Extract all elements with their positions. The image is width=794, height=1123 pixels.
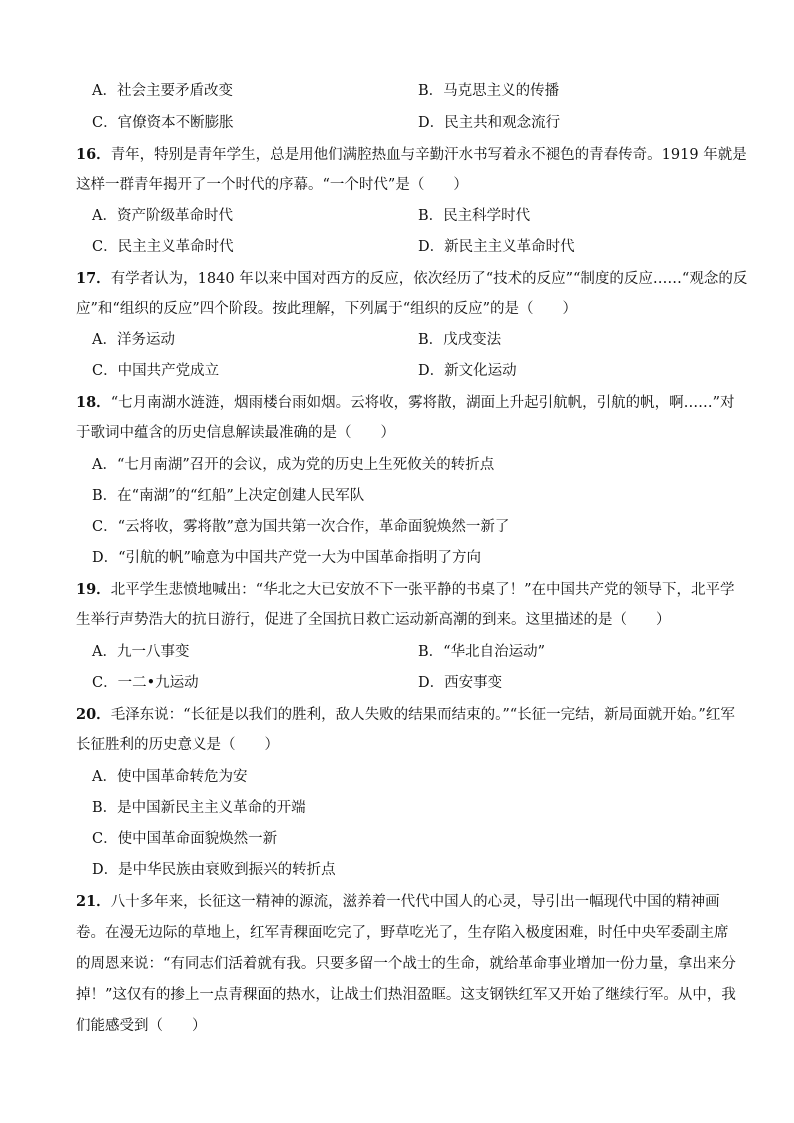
q16-option-d[interactable]: D．新民主主义革命时代 <box>418 239 575 255</box>
q21-stem-text-1: 八十多年来，长征这一精神的源流，滋养着一代代中国人的心灵，导引出一幅现代中国的精神画 <box>110 894 720 910</box>
q19-option-d[interactable]: D．西安事变 <box>418 675 503 691</box>
q16-stem-text-1: 青年，特别是青年学生，总是用他们满腔热血与辛勤汗水书写着永不褪色的青春传奇。1919 年就是 <box>110 147 747 163</box>
q20-option-c[interactable]: C．使中国革命面貌焕然一新 <box>92 831 278 847</box>
q21-stem-line-1 <box>76 892 736 912</box>
q17-option-d[interactable]: D．新文化运动 <box>418 363 517 379</box>
q16-option-c[interactable]: C．民主主义革命时代 <box>92 239 234 255</box>
q17-stem-line-1 <box>76 269 748 289</box>
q21-stem-line-2: 卷。在漫无边际的草地上，红军青稞面吃完了，野草吃光了，生存陷入极度困难，时任中央军委副主席 <box>76 925 729 941</box>
q20-stem-line-1 <box>76 705 736 725</box>
q20-option-a[interactable]: A．使中国革命转危为安 <box>92 769 248 785</box>
q15-options-row-2 <box>92 113 732 133</box>
q18-stem-line-1 <box>76 393 736 413</box>
q19-stem-text-1: 北平学生悲愤地喊出：“华北之大已安放不下一张平静的书桌了！”在中国共产党的领导下，北平学 <box>110 582 735 598</box>
q21-stem-line-5: 们能感受到（ ） <box>76 1018 207 1034</box>
q15-option-d[interactable]: D．民主共和观念流行 <box>418 115 561 131</box>
q19-options-row-1 <box>92 642 732 662</box>
q17-option-b[interactable]: B．戊戌变法 <box>418 332 502 348</box>
q15-option-c[interactable]: C．官僚资本不断膨胀 <box>92 115 234 131</box>
q16-option-a[interactable]: A．资产阶级革命时代 <box>92 208 233 224</box>
q21-stem-line-4: 掉！”这仅有的掺上一点青稞面的热水，让战士们热泪盈眶。这支钢铁红军又开始了继续行军。从中，我 <box>76 987 736 1003</box>
q21-number: 21． <box>76 893 111 910</box>
q18-stem-text-1: “七月南湖水涟涟，烟雨楼台雨如烟。云将收，雾将散，湖面上升起引航帆，引航的帆，啊……”对 <box>110 395 735 411</box>
q16-stem-line-1 <box>76 145 747 165</box>
q19-options-row-2 <box>92 673 732 693</box>
q20-stem-text-1: 毛泽东说：“长征是以我们的胜利，敌人失败的结果而结束的。”“长征一完结，新局面就开始。”红军 <box>110 707 735 723</box>
q18-option-a[interactable]: A．“七月南湖”召开的会议，成为党的历史上生死攸关的转折点 <box>92 457 495 473</box>
q21-stem-line-3: 的周恩来说：“有同志们活着就有我。只要多留一个战士的生命，就给革命事业增加一份力量，拿出来分 <box>76 956 736 972</box>
q19-option-a[interactable]: A．九一八事变 <box>92 644 190 660</box>
q15-option-a[interactable]: A．社会主要矛盾改变 <box>92 83 233 99</box>
q17-options-row-1 <box>92 330 732 350</box>
q15-option-b[interactable]: B．马克思主义的传播 <box>418 83 560 99</box>
q16-number: 16． <box>76 146 111 163</box>
q17-options-row-2 <box>92 361 732 381</box>
q20-option-d[interactable]: D．是中华民族由衰败到振兴的转折点 <box>92 862 336 878</box>
q17-option-c[interactable]: C．中国共产党成立 <box>92 363 220 379</box>
q18-number: 18． <box>76 394 111 411</box>
q18-option-c[interactable]: C．“云将收，雾将散”意为国共第一次合作，革命面貌焕然一新了 <box>92 519 510 535</box>
q15-options-row-1 <box>92 81 732 101</box>
q19-option-c[interactable]: C．一二•九运动 <box>92 675 199 691</box>
q20-stem-line-2: 长征胜利的历史意义是（ ） <box>76 737 279 753</box>
q17-option-a[interactable]: A．洋务运动 <box>92 332 175 348</box>
q17-stem-text-1: 有学者认为，1840 年以来中国对西方的反应，依次经历了“技术的反应”“制度的反应……“观念的反 <box>110 271 748 287</box>
q18-stem-line-2: 于歌词中蕴含的历史信息解读最准确的是（ ） <box>76 425 395 441</box>
q19-stem-line-1 <box>76 580 736 600</box>
q16-stem-line-2: 这样一群青年揭开了一个时代的序幕。“一个时代”是（ ） <box>76 177 468 193</box>
q19-option-b[interactable]: B．“华北自治运动” <box>418 644 545 660</box>
q19-number: 19． <box>76 581 111 598</box>
q18-option-b[interactable]: B．在“南湖”的“红船”上决定创建人民军队 <box>92 488 365 504</box>
q17-stem-line-2: 应”和“组织的反应”四个阶段。按此理解，下列属于“组织的反应”的是（ ） <box>76 301 578 317</box>
q20-option-b[interactable]: B．是中国新民主主义革命的开端 <box>92 800 306 816</box>
q18-option-d[interactable]: D．“引航的帆”喻意为中国共产党一大为中国革命指明了方向 <box>92 550 481 566</box>
q20-number: 20． <box>76 706 111 723</box>
q16-options-row-2 <box>92 237 732 257</box>
q16-option-b[interactable]: B．民主科学时代 <box>418 208 531 224</box>
q16-options-row-1 <box>92 206 732 226</box>
q19-stem-line-2: 生举行声势浩大的抗日游行，促进了全国抗日救亡运动新高潮的到来。这里描述的是（ ） <box>76 612 671 628</box>
q17-number: 17． <box>76 270 111 287</box>
